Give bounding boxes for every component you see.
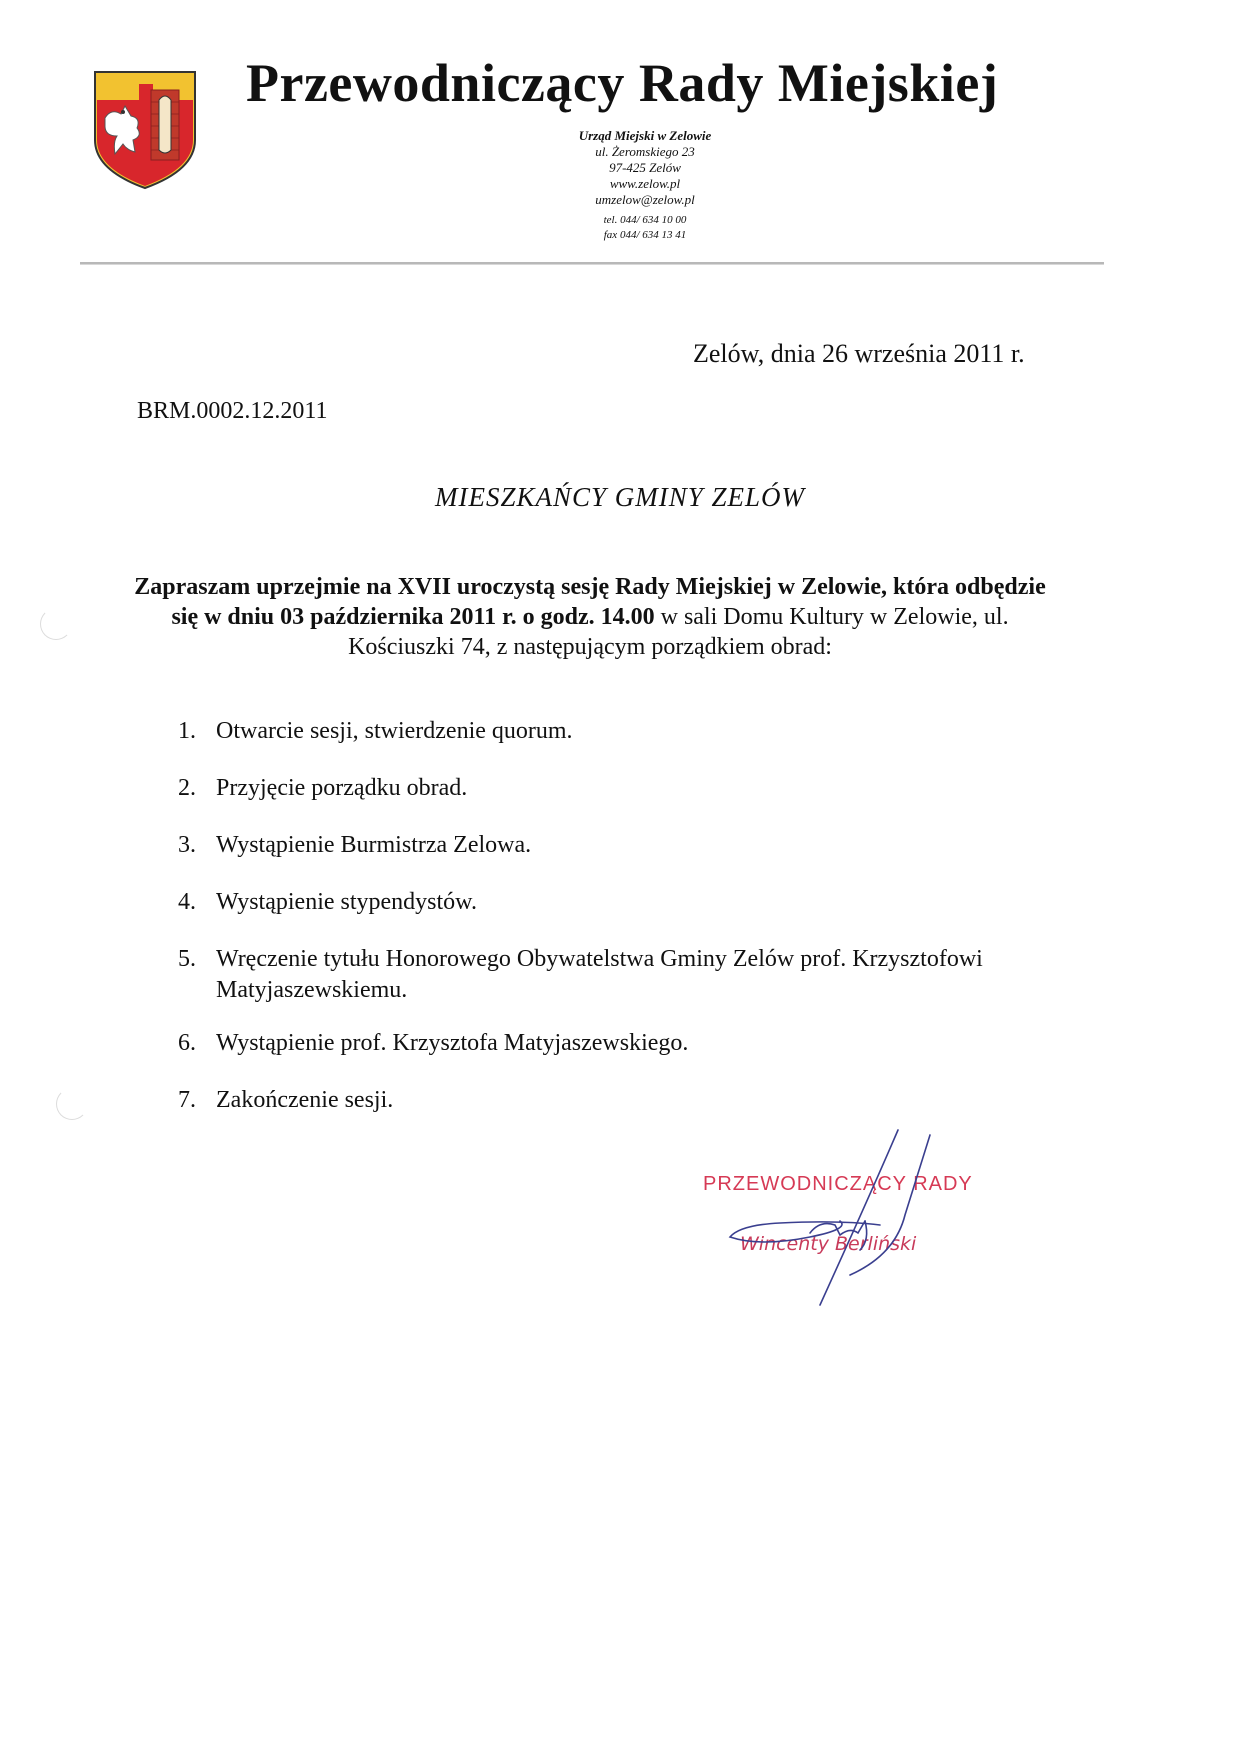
agenda-item [178,1028,1058,1059]
website-link[interactable]: www.zelow.pl [609,176,681,191]
fax-number: fax 044/ 634 13 41 [603,229,687,241]
agenda-item-text: Otwarcie sesji, stwierdzenie quorum. [216,718,573,744]
agenda-item [178,716,1058,747]
stamp-signer-name: Wincenty Berliński [740,1233,917,1255]
header-divider [80,262,1104,265]
agenda-item [178,1085,1058,1116]
agenda-item-text: Wystąpienie prof. Krzysztofa Matyjaszewskiego. [216,1030,689,1056]
recipient-heading: MIESZKAŃCY GMINY ZELÓW [434,482,806,512]
agenda-item-number: 4. [178,889,196,915]
invitation-bold-text: Zapraszam uprzejmie na XVII uroczystą sesję Rady Miejskiej w Zelowie, która odbędzie się w dniu 03 października 2011 r. o godz. 14.00 [134,574,1046,630]
punch-hole-mark [56,1088,88,1120]
agenda-list [178,716,1058,1142]
letterhead-address [560,128,730,243]
agenda-item-number: 1. [178,718,196,744]
agenda-item-number: 3. [178,832,196,858]
street-address: ul. Żeromskiego 23 [595,144,695,159]
agenda-item [178,944,1058,1006]
agenda-item-number: 5. [178,946,196,972]
agenda-item-text: Przyjęcie porządku obrad. [216,775,468,801]
stamp-title: PRZEWODNICZĄCY RADY [703,1173,973,1195]
coat-of-arms-logo [93,70,197,190]
punch-hole-mark [40,608,72,640]
place-date: Zelów, dnia 26 września 2011 r. [693,339,1025,368]
invitation-paragraph [130,572,1050,662]
handwritten-signature [700,1125,950,1325]
agenda-item [178,887,1058,918]
agenda-item-text: Wręczenie tytułu Honorowego Obywatelstwa Gminy Zelów prof. Krzysztofowi Matyjaszewskiemu. [216,946,983,1003]
email-link[interactable]: umzelow@zelow.pl [595,192,695,207]
agenda-item-text: Wystąpienie stypendystów. [216,889,477,915]
reference-number: BRM.0002.12.2011 [137,398,328,424]
agenda-item [178,830,1058,861]
agenda-item-text: Wystąpienie Burmistrza Zelowa. [216,832,532,858]
letterhead-title: Przewodniczący Rady Miejskiej [246,53,999,113]
phone-number: tel. 044/ 634 10 00 [603,214,687,226]
postal-address: 97-425 Zelów [609,160,681,175]
agenda-item-number: 7. [178,1087,196,1113]
agenda-item [178,773,1058,804]
agenda-item-number: 2. [178,775,196,801]
agenda-item-number: 6. [178,1030,196,1056]
institution-name: Urząd Miejski w Zelowie [578,128,712,143]
invitation-normal-text: w sali Domu Kultury w Zelowie, ul. Kościuszki 74, z następującym porządkiem obrad: [348,604,1009,660]
agenda-item-text: Zakończenie sesji. [216,1087,394,1113]
